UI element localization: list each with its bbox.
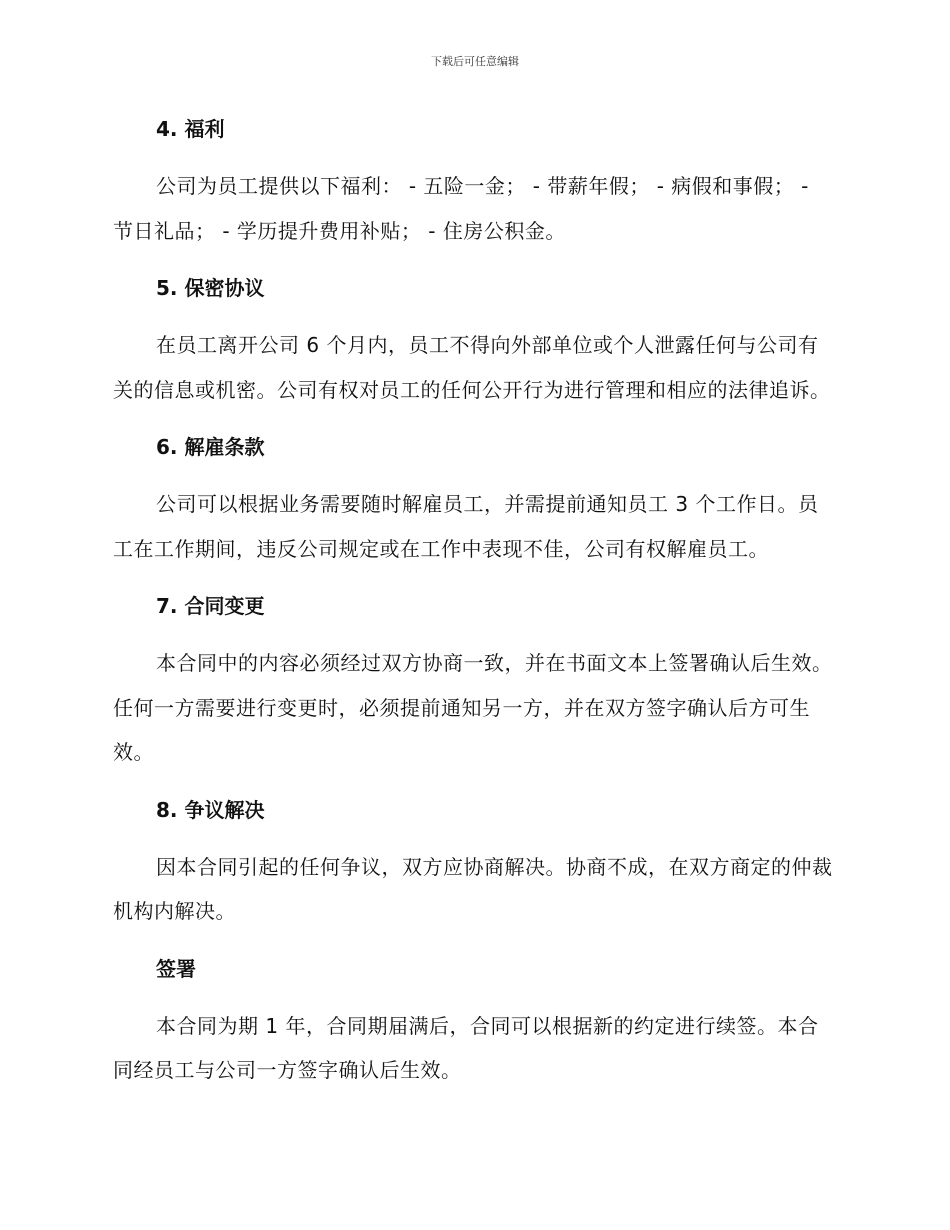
section-paragraph: 本合同为期 1 年，合同期届满后，合同可以根据新的约定进行续签。本合同经员工与公司一方签字确认后生效。 bbox=[113, 1013, 819, 1082]
section-benefits bbox=[113, 111, 833, 253]
section-heading: 8. 争议解决 bbox=[156, 797, 265, 822]
section-paragraph: 公司为员工提供以下福利： - 五险一金； - 带薪年假； - 病假和事假； - 节日礼品； - 学历提升费用补贴； - 住房公积金。 bbox=[113, 174, 809, 243]
page-header-note: 下载后可任意编辑 bbox=[431, 55, 519, 68]
section-termination bbox=[113, 429, 833, 571]
section-paragraph: 因本合同引起的任何争议，双方应协商解决。协商不成，在双方商定的仲裁机构内解决。 bbox=[113, 854, 833, 923]
section-paragraph: 在员工离开公司 6 个月内，员工不得向外部单位或个人泄露任何与公司有关的信息或机密。公司有权对员工的任何公开行为进行管理和相应的法律追诉。 bbox=[113, 333, 831, 402]
section-confidentiality bbox=[113, 270, 833, 412]
section-paragraph: 本合同中的内容必须经过双方协商一致，并在书面文本上签署确认后生效。任何一方需要进行变更时，必须提前通知另一方，并在双方签字确认后方可生效。 bbox=[113, 651, 833, 764]
section-heading: 4. 福利 bbox=[156, 117, 225, 141]
section-heading: 5. 保密协议 bbox=[156, 276, 265, 300]
document-body bbox=[113, 111, 833, 1110]
section-dispute-resolution bbox=[113, 792, 833, 934]
section-heading: 签署 bbox=[156, 956, 196, 981]
section-contract-changes bbox=[113, 588, 833, 775]
section-signing bbox=[113, 951, 833, 1093]
section-heading: 6. 解雇条款 bbox=[156, 435, 265, 459]
section-heading: 7. 合同变更 bbox=[156, 594, 265, 618]
section-paragraph: 公司可以根据业务需要随时解雇员工，并需提前通知员工 3 个工作日。员工在工作期间，违反公司规定或在工作中表现不佳，公司有权解雇员工。 bbox=[113, 492, 819, 561]
